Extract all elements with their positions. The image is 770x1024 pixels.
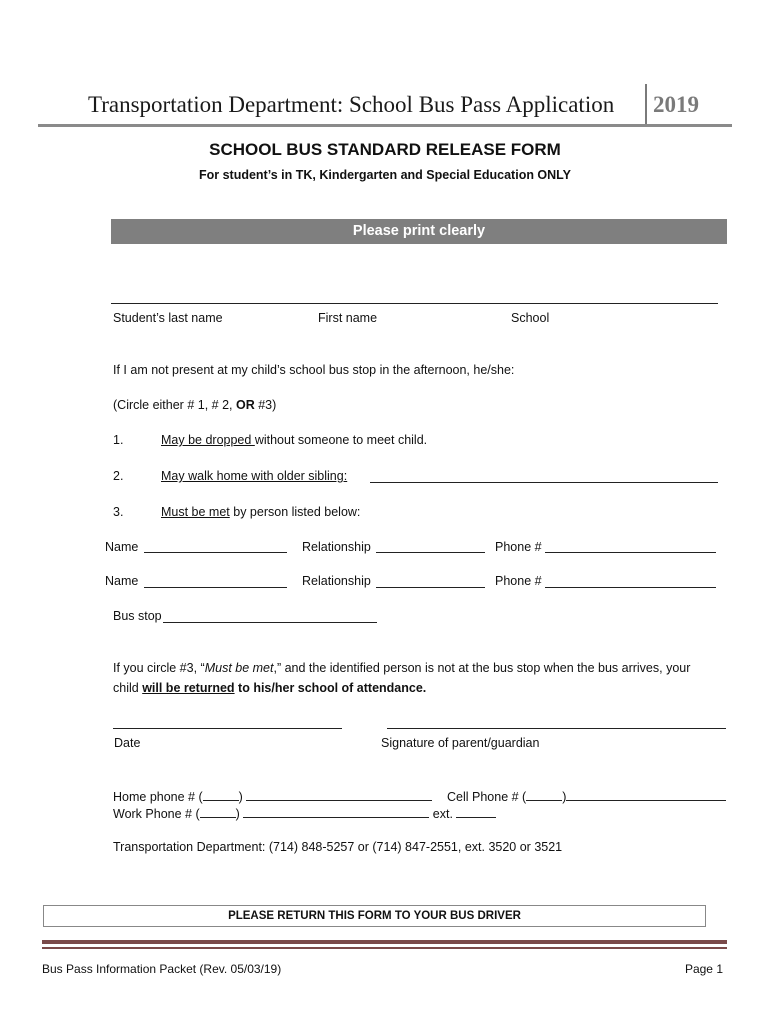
- footer-page-number: Page 1: [684, 962, 723, 976]
- bus-stop-line[interactable]: [163, 622, 377, 623]
- signature-line[interactable]: [387, 728, 726, 729]
- instructions-intro: If I am not present at my child’s school bus stop in the afternoon, he/she:: [113, 363, 515, 377]
- date-line[interactable]: [113, 728, 342, 729]
- header-divider: [645, 84, 647, 126]
- bus-stop-label: Bus stop: [113, 609, 162, 623]
- sibling-name-line[interactable]: [370, 482, 718, 483]
- contact-1-phone-line[interactable]: [545, 552, 716, 553]
- circle-instructions: (Circle either # 1, # 2, OR #3): [113, 398, 277, 412]
- option-3-number[interactable]: 3.: [113, 505, 124, 519]
- contact-2-name-line[interactable]: [144, 587, 287, 588]
- contact-1-name-line[interactable]: [144, 552, 287, 553]
- return-notice-line-2: child will be returned to his/her school of attendance.: [113, 681, 427, 695]
- work-phone-field[interactable]: Work Phone # ( ) ext.: [113, 805, 496, 821]
- contact-1-relationship-line[interactable]: [376, 552, 485, 553]
- option-2-number[interactable]: 2.: [113, 469, 124, 483]
- header-title: Transportation Department: School Bus Pass Application: [88, 92, 615, 117]
- signature-label: Signature of parent/guardian: [381, 736, 540, 750]
- contact-2-relationship-label: Relationship: [302, 574, 371, 588]
- contact-2-phone-line[interactable]: [545, 587, 716, 588]
- print-clearly-banner: Please print clearly: [111, 219, 727, 244]
- first-name-label: First name: [318, 311, 378, 325]
- date-label: Date: [114, 736, 141, 750]
- home-phone-field[interactable]: Home phone # ( ): [113, 788, 432, 804]
- header-rule: [38, 124, 732, 127]
- option-3-text[interactable]: Must be met by person listed below:: [161, 505, 361, 519]
- return-form-notice: PLEASE RETURN THIS FORM TO YOUR BUS DRIVER: [43, 905, 706, 927]
- cell-phone-field[interactable]: Cell Phone # ( ): [447, 788, 726, 804]
- option-2-text[interactable]: May walk home with older sibling:: [161, 469, 348, 483]
- form-subtitle: For student’s in TK, Kindergarten and Special Education ONLY: [198, 168, 572, 182]
- student-name-line[interactable]: [111, 303, 718, 304]
- student-last-name-label: Student’s last name: [113, 311, 223, 325]
- transportation-contact: Transportation Department: (714) 848-5257 or (714) 847-2551, ext. 3520 or 3521: [113, 840, 563, 854]
- form-title: SCHOOL BUS STANDARD RELEASE FORM: [209, 140, 561, 159]
- contact-1-name-label: Name: [105, 540, 139, 554]
- footer-rule: [42, 940, 727, 944]
- header-year: 2019: [653, 92, 699, 117]
- school-label: School: [511, 311, 550, 325]
- footer-rule-thin: [42, 947, 727, 949]
- contact-2-relationship-line[interactable]: [376, 587, 485, 588]
- footer-revision: Bus Pass Information Packet (Rev. 05/03/19): [42, 962, 282, 976]
- return-notice-line-1: If you circle #3, “Must be met,” and the identified person is not at the bus stop when the bus arrives, your: [113, 661, 691, 675]
- contact-1-phone-label: Phone #: [495, 540, 542, 554]
- contact-2-phone-label: Phone #: [495, 574, 542, 588]
- option-1-text[interactable]: May be dropped without someone to meet child.: [161, 433, 428, 447]
- contact-2-name-label: Name: [105, 574, 139, 588]
- contact-1-relationship-label: Relationship: [302, 540, 371, 554]
- option-1-number[interactable]: 1.: [113, 433, 124, 447]
